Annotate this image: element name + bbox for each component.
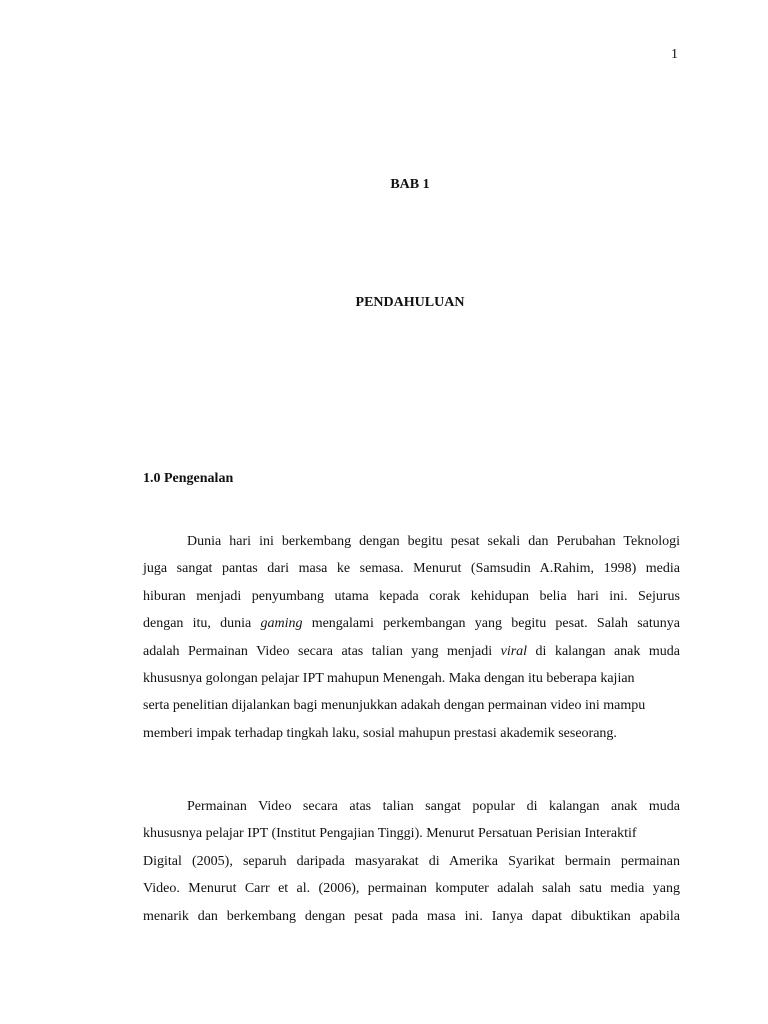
text-run: dengan itu, dunia: [143, 616, 261, 632]
chapter-title: PENDAHULUAN: [355, 295, 465, 310]
text-run: adalah Permainan Video secara atas talian yang menjadi: [143, 643, 501, 659]
paragraph-line: Permainan Video secara atas talian sangat popular di kalangan anak muda: [187, 799, 680, 814]
text-run: mengalami perkembangan yang begitu pesat. Salah satunya: [302, 616, 680, 632]
paragraph-line: hiburan menjadi penyumbang utama kepada corak kehidupan belia hari ini. Sejurus: [143, 588, 680, 604]
section-heading: 1.0 Pengenalan: [143, 471, 234, 486]
paragraph-line: khususnya pelajar IPT (Institut Pengajian Tinggi). Menurut Persatuan Perisian Interaktif: [143, 826, 637, 842]
paragraph-line: Video. Menurut Carr et al. (2006), permainan komputer adalah salah satu media yang: [143, 881, 680, 897]
paragraph-line: [143, 610, 680, 637]
chapter-label: BAB 1: [390, 177, 430, 192]
text-run: di kalangan anak muda: [527, 643, 680, 659]
page-number: 1: [671, 47, 678, 62]
italic-term-gaming: gaming: [260, 616, 303, 632]
paragraph-line: memberi impak terhadap tingkah laku, sosial mahupun prestasi akademik seseorang.: [143, 725, 617, 741]
paragraph-introduction: [143, 528, 680, 747]
italic-term-viral: viral: [500, 643, 528, 659]
paragraph-line: serta penelitian dijalankan bagi menunjukkan adakah dengan permainan video ini mampu: [143, 698, 646, 714]
paragraph-line: Dunia hari ini berkembang dengan begitu pesat sekali dan Perubahan Teknologi: [187, 534, 680, 549]
paragraph-line: menarik dan berkembang dengan pesat pada masa ini. Ianya dapat dibuktikan apabila: [143, 908, 680, 924]
paragraph-line: juga sangat pantas dari masa ke semasa. Menurut (Samsudin A.Rahim, 1998) media: [143, 561, 680, 577]
paragraph-line: [143, 638, 680, 665]
paragraph-line: Digital (2005), separuh daripada masyarakat di Amerika Syarikat bermain permainan: [143, 853, 680, 869]
paragraph-line: khususnya golongan pelajar IPT mahupun Menengah. Maka dengan itu beberapa kajian: [143, 670, 635, 686]
paragraph-video-games: [143, 793, 680, 930]
